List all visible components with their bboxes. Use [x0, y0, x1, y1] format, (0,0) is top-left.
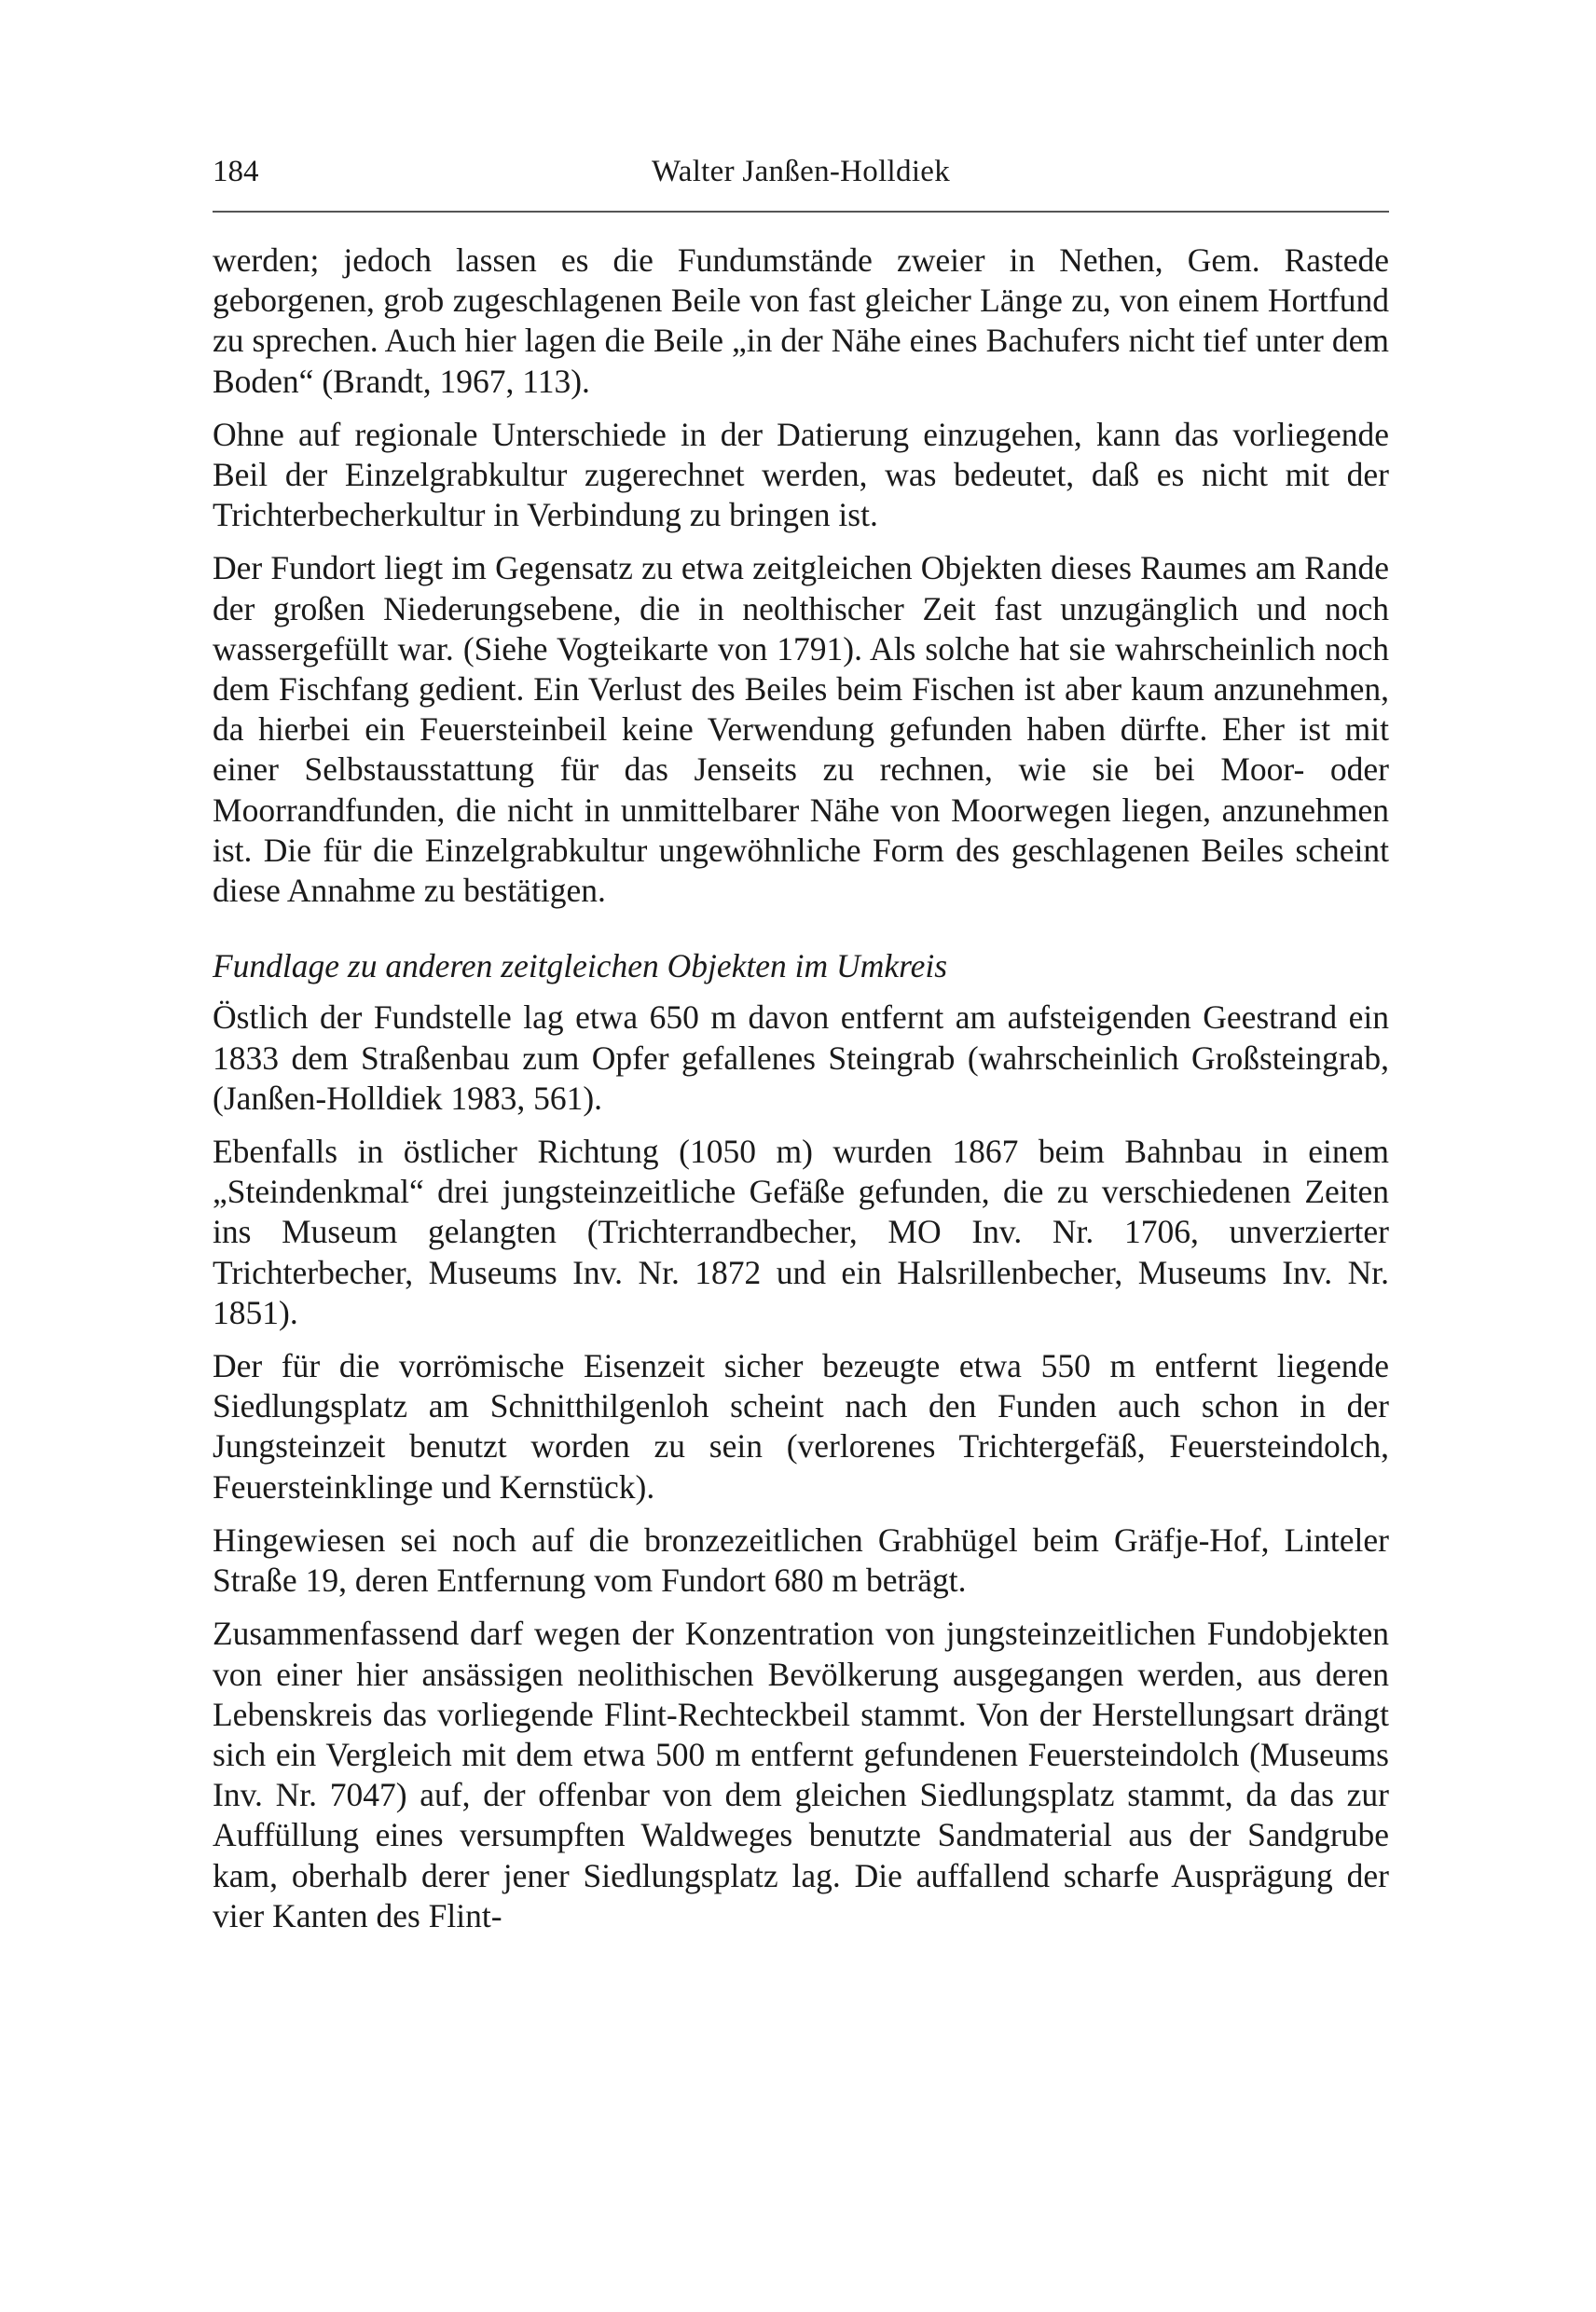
paragraph: Östlich der Fundstelle lag etwa 650 m davon entfernt am aufsteigenden Geestrand ein 1833 dem Straßenbau zum Opfer gefallenes Steingrab (wahrscheinlich Großsteingrab, (Janßen-Holldiek 1983, 561). [213, 998, 1389, 1117]
page-number: 184 [213, 155, 259, 188]
paragraph: Der für die vorrömische Eisenzeit sicher bezeugte etwa 550 m entfernt liegende Siedlungsplatz am Schnitthilgenloh scheint nach den Funden auch schon in der Jungsteinzeit benutzt worden zu sein (verlorenes Trichtergefäß, Feuersteindolch, Feuersteinklinge und Kernstück). [213, 1347, 1389, 1506]
section-heading: Fundlage zu anderen zeitgleichen Objekten im Umkreis [213, 947, 948, 985]
document-page [213, 149, 1389, 1949]
paragraph: Der Fundort liegt im Gegensatz zu etwa zeitgleichen Objekten dieses Raumes am Rande der großen Niederungsebene, die in neolthischer Zeit fast unzugänglich und noch wassergefüllt war. (Siehe Vogteikarte von 1791). Als solche hat sie wahrscheinlich noch dem Fischfang gedient. Ein Verlust des Beiles beim Fischen ist aber kaum anzunehmen, da hierbei ein Feuersteinbeil keine Verwendung gefunden haben dürfte. Eher ist mit einer Selbstausstattung für das Jenseits zu rechnen, wie sie bei Moor- oder Moorrandfunden, die nicht in unmittelbarer Nähe von Moorwegen liegen, anzunehmen ist. Die für die Einzelgrabkultur ungewöhnliche Form des geschlagenen Beiles scheint diese Annahme zu bestätigen. [213, 549, 1389, 910]
paragraph: Ohne auf regionale Unterschiede in der Datierung einzugehen, kann das vorliegende Beil der Einzelgrabkultur zugerechnet werden, was bedeutet, daß es nicht mit der Trichterbecherkultur in Verbindung zu bringen ist. [213, 415, 1389, 534]
paragraph: Zusammenfassend darf wegen der Konzentration von jungsteinzeitlichen Fundobjekten von einer hier ansässigen neolithischen Bevölkerung ausgegangen werden, aus deren Lebenskreis das vorliegende Flint-Rechteckbeil stammt. Von der Herstellungsart drängt sich ein Vergleich mit dem etwa 500 m entfernt gefundenen Feuersteindolch (Museums Inv. Nr. 7047) auf, der offenbar von dem gleichen Siedlungsplatz stammt, da das zur Auffüllung eines versumpften Waldweges benutzte Sandmaterial aus der Sandgrube kam, oberhalb derer jener Siedlungsplatz lag. Die auffallend scharfe Ausprägung der vier Kanten des Flint- [213, 1615, 1389, 1934]
body-text [213, 241, 1389, 1936]
paragraph: werden; jedoch lassen es die Fundumstände zweier in Nethen, Gem. Rastede geborgenen, grob zugeschlagenen Beile von fast gleicher Länge zu, von einem Hortfund zu sprechen. Auch hier lagen die Beile „in der Nähe eines Bachufers nicht tief unter dem Boden“ (Brandt, 1967, 113). [213, 241, 1389, 400]
paragraph: Hingewiesen sei noch auf die bronzezeitlichen Grabhügel beim Gräfje-Hof, Linteler Straße 19, deren Entfernung vom Fundort 680 m beträgt. [213, 1521, 1389, 1600]
paragraph: Ebenfalls in östlicher Richtung (1050 m) wurden 1867 beim Bahnbau in einem „Steindenkmal“ drei jungsteinzeitliche Gefäße gefunden, die zu verschiedenen Zeiten ins Museum gelangten (Trichterrandbecher, MO Inv. Nr. 1706, unverzierter Trichterbecher, Museums Inv. Nr. 1872 und ein Halsrillenbecher, Museums Inv. Nr. 1851). [213, 1133, 1389, 1331]
header-rule [213, 211, 1389, 213]
running-head [213, 149, 1389, 194]
running-title: Walter Janßen-Holldiek [651, 155, 951, 188]
